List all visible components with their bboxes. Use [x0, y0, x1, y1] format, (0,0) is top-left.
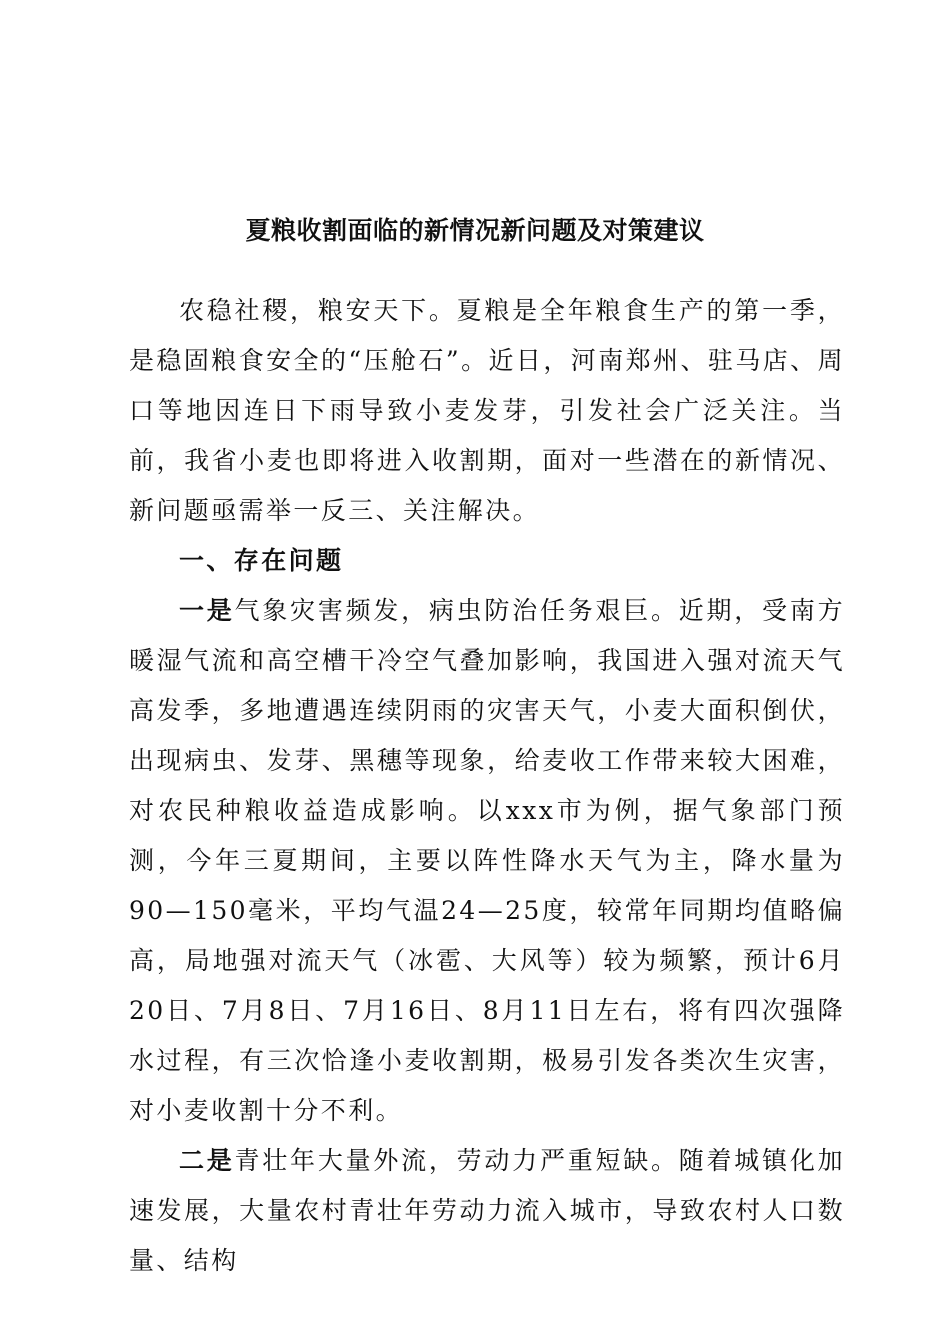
- point-text-2: 青壮年大量外流，劳动力严重短缺。随着城镇化加速发展，大量农村青壮年劳动力流入城市，导致农村人口数量、结构: [129, 1146, 845, 1275]
- document-title: 夏粮收割面临的新情况新问题及对策建议: [245, 216, 705, 245]
- intro-paragraph: 农稳社稷，粮安天下。夏粮是全年粮食生产的第一季，是稳固粮食安全的“压舱石”。近日，河南郑州、驻马店、周口等地因连日下雨导致小麦发芽，引发社会广泛关注。当前，我省小麦也即将进入收割期，面对一些潜在的新情况、新问题亟需举一反三、关注解决。: [129, 296, 845, 525]
- point-lead-1: 一是: [179, 596, 235, 625]
- point-text-1: 气象灾害频发，病虫防治任务艰巨。近期，受南方暖湿气流和高空槽干冷空气叠加影响，我国进入强对流天气高发季，多地遭遇连续阴雨的灾害天气，小麦大面积倒伏，出现病虫、发芽、黑穗等现象，给麦收工作带来较大困难，对农民种粮收益造成影响。以xxx市为例，据气象部门预测，今年三夏期间，主要以阵性降水天气为主，降水量为90—150毫米，平均气温24—25度，较常年同期均值略偏高，局地强对流天气（冰雹、大风等）较为频繁，预计6月20日、7月8日、7月16日、8月11日左右，将有四次强降水过程，有三次恰逢小麦收割期，极易引发各类次生灾害，对小麦收割十分不利。: [129, 596, 845, 1125]
- problem-paragraph-1: [129, 586, 845, 1136]
- document-body: [129, 286, 845, 1286]
- problem-paragraph-2: [129, 1136, 845, 1286]
- point-lead-2: 二是: [179, 1146, 235, 1175]
- section-heading-problems: 一、存在问题: [179, 546, 344, 575]
